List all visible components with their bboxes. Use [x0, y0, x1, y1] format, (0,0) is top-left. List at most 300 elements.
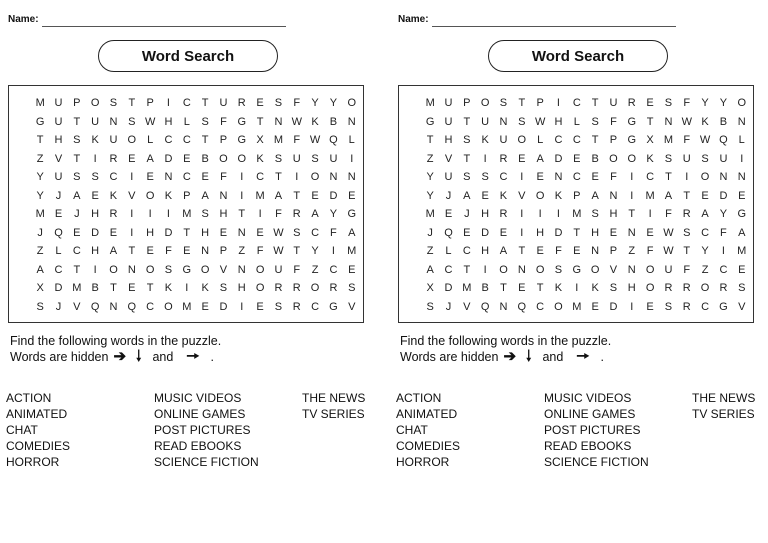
grid-letter: M — [35, 97, 45, 109]
grid-letter: G — [627, 115, 637, 128]
grid-letter: C — [72, 245, 81, 257]
grid-letter: V — [609, 263, 618, 276]
grid-letter: P — [73, 97, 81, 109]
grid-letter: A — [591, 189, 599, 202]
grid-row — [31, 150, 361, 168]
grid-letter: K — [311, 115, 319, 128]
grid-letter: H — [444, 134, 453, 146]
grid-letter: I — [556, 208, 560, 220]
grid-letter: Y — [719, 208, 728, 220]
grid-letter: I — [575, 282, 579, 294]
grid-letter: W — [681, 115, 692, 128]
grid-letter: N — [627, 226, 636, 239]
grid-letter: F — [293, 263, 301, 276]
grid-letter: T — [73, 152, 81, 165]
grid-letter: W — [144, 115, 156, 128]
grid-letter: P — [219, 134, 228, 146]
grid-letter: M — [347, 245, 357, 257]
word-item: MUSIC VIDEOS — [154, 391, 242, 405]
grid-letter: N — [219, 189, 228, 202]
grid-letter: N — [164, 171, 173, 183]
grid-letter: I — [148, 208, 152, 220]
grid-letter: E — [646, 300, 654, 313]
grid-letter: E — [128, 282, 136, 294]
word-item: MUSIC VIDEOS — [544, 391, 632, 405]
grid-row — [421, 261, 751, 279]
grid-letter: T — [146, 282, 154, 294]
grid-letter: T — [500, 282, 507, 294]
grid-letter: R — [292, 300, 301, 313]
grid-letter: O — [127, 134, 137, 146]
instructions-line-2 — [400, 349, 611, 365]
grid-letter: N — [109, 115, 118, 128]
grid-letter: O — [737, 97, 747, 109]
grid-letter: B — [91, 282, 99, 294]
grid-letter: N — [664, 115, 673, 128]
grid-letter: T — [256, 115, 264, 128]
grid-letter: J — [445, 300, 452, 313]
grid-letter: S — [481, 171, 489, 183]
grid-letter: X — [256, 134, 264, 146]
grid-letter: O — [200, 263, 210, 276]
grid-row — [421, 168, 751, 186]
word-item: TV SERIES — [302, 407, 365, 421]
grid-letter: H — [481, 245, 490, 257]
grid-letter: S — [499, 97, 508, 109]
word-item: HORROR — [396, 455, 450, 469]
letter-grid — [8, 85, 364, 323]
word-item: ACTION — [6, 391, 52, 405]
grid-row — [31, 113, 361, 131]
grid-letter: N — [127, 263, 136, 276]
grid-letter: M — [425, 208, 435, 220]
grid-letter: N — [517, 263, 526, 276]
grid-letter: A — [738, 226, 746, 239]
grid-row — [421, 205, 751, 223]
grid-letter: S — [293, 226, 301, 239]
grid-letter: B — [719, 115, 728, 128]
grid-letter: U — [719, 152, 728, 165]
grid-letter: O — [645, 263, 655, 276]
grid-letter: E — [591, 300, 599, 313]
grid-letter: O — [310, 282, 320, 294]
grid-letter: W — [534, 115, 546, 128]
worksheet-title: Word Search — [488, 40, 668, 72]
grid-letter: F — [256, 245, 264, 257]
grid-row — [421, 187, 751, 205]
grid-letter: I — [350, 152, 354, 165]
grid-letter: Z — [36, 245, 44, 257]
grid-letter: F — [293, 97, 301, 109]
grid-letter: M — [35, 208, 45, 220]
grid-row — [31, 242, 361, 260]
grid-row — [31, 205, 361, 223]
word-item: TV SERIES — [692, 407, 755, 421]
grid-letter: I — [538, 208, 542, 220]
grid-letter: V — [738, 300, 746, 313]
grid-letter: I — [166, 208, 170, 220]
grid-letter: U — [609, 97, 618, 109]
grid-letter: F — [330, 226, 337, 239]
grid-letter: G — [737, 208, 747, 220]
grid-letter: I — [520, 208, 524, 220]
grid-letter: P — [609, 245, 618, 257]
grid-letter: D — [481, 226, 490, 239]
word-item: ACTION — [396, 391, 442, 405]
grid-letter: Z — [701, 263, 709, 276]
word-item: POST PICTURES — [544, 423, 641, 437]
grid-letter: P — [183, 189, 191, 202]
arrow-right-icon: ➔ — [503, 348, 517, 365]
grid-letter: T — [293, 189, 301, 202]
grid-letter: O — [517, 134, 527, 146]
grid-letter: N — [499, 115, 508, 128]
grid-letter: S — [591, 115, 599, 128]
grid-letter: A — [701, 208, 709, 220]
grid-letter: V — [444, 152, 453, 165]
grid-letter: O — [627, 152, 637, 165]
grid-letter: S — [348, 282, 356, 294]
grid-letter: S — [128, 115, 136, 128]
grid-letter: O — [310, 171, 320, 183]
grid-letter: M — [645, 189, 655, 202]
grid-letter: O — [480, 97, 490, 109]
grid-letter: E — [518, 152, 526, 165]
grid-letter: S — [554, 263, 563, 276]
grid-letter: R — [719, 282, 728, 294]
grid-letter: H — [219, 208, 228, 220]
grid-letter: F — [683, 97, 691, 109]
grid-letter: T — [463, 152, 471, 165]
grid-letter: C — [54, 263, 63, 276]
grid-letter: N — [609, 189, 618, 202]
grid-letter: C — [182, 97, 191, 109]
grid-letter: F — [220, 171, 227, 183]
arrow-down-icon: 🠓 — [136, 348, 142, 365]
word-item: THE NEWS — [302, 391, 366, 405]
grid-letter: U — [54, 171, 63, 183]
grid-letter: S — [738, 282, 746, 294]
and-label: and — [542, 350, 564, 364]
grid-letter: M — [425, 97, 435, 109]
grid-letter: P — [463, 97, 471, 109]
instructions-line-1: Find the following words in the puzzle. — [10, 334, 222, 348]
grid-letter: J — [55, 189, 62, 202]
grid-letter: E — [109, 226, 118, 239]
grid-letter: D — [444, 282, 453, 294]
grid-row — [31, 187, 361, 205]
letter-grid — [398, 85, 754, 323]
grid-letter: S — [683, 226, 691, 239]
grid-letter: Q — [517, 300, 527, 313]
grid-letter: K — [256, 152, 264, 165]
grid-letter: Y — [311, 245, 319, 257]
grid-letter: C — [701, 226, 710, 239]
grid-letter: R — [682, 300, 691, 313]
grid-letter: U — [444, 115, 453, 128]
grid-letter: A — [426, 263, 434, 276]
grid-letter: C — [572, 171, 581, 183]
grid-letter: H — [201, 226, 210, 239]
grid-letter: S — [164, 263, 173, 276]
grid-letter: T — [683, 189, 691, 202]
grid-letter: M — [72, 282, 82, 294]
grid-letter: E — [573, 245, 581, 257]
grid-letter: S — [274, 300, 283, 313]
grid-letter: J — [464, 208, 470, 220]
grid-letter: N — [347, 171, 356, 183]
grid-letter: T — [683, 245, 691, 257]
grid-letter: C — [311, 300, 320, 313]
grid-letter: F — [720, 226, 727, 239]
grid-row — [31, 261, 361, 279]
grid-letter: Q — [90, 300, 100, 313]
word-item: ANIMATED — [396, 407, 458, 421]
grid-letter: O — [609, 152, 618, 165]
grid-letter: I — [556, 97, 560, 109]
grid-letter: I — [93, 263, 97, 276]
grid-letter: A — [36, 263, 44, 276]
word-item: ONLINE GAMES — [154, 407, 246, 421]
grid-letter: O — [535, 189, 545, 202]
grid-letter: U — [664, 263, 673, 276]
grid-letter: T — [591, 97, 599, 109]
grid-letter: E — [146, 171, 154, 183]
grid-letter: G — [572, 263, 582, 276]
grid-letter: B — [481, 282, 489, 294]
grid-letter: N — [499, 300, 508, 313]
grid-letter: Q — [480, 300, 490, 313]
grid-letter: F — [220, 115, 227, 128]
grid-letter: I — [740, 152, 744, 165]
grid-letter: N — [237, 263, 246, 276]
grid-letter: F — [683, 263, 691, 276]
grid-letter: U — [682, 152, 691, 165]
grid-letter: P — [219, 245, 228, 257]
word-list-col1 — [396, 390, 460, 470]
grid-letter: E — [646, 97, 654, 109]
grid-row — [421, 131, 751, 149]
grid-letter: L — [348, 134, 355, 146]
grid-letter: I — [130, 171, 134, 183]
grid-letter: N — [329, 171, 338, 183]
grid-letter: E — [183, 152, 191, 165]
grid-letter: Z — [426, 245, 434, 257]
grid-letter: A — [499, 245, 508, 257]
grid-letter: Q — [54, 226, 63, 239]
grid-letter: V — [73, 300, 81, 313]
grid-letter: R — [109, 208, 118, 220]
grid-letter: Y — [426, 171, 434, 183]
grid-letter: C — [554, 134, 563, 146]
grid-letter: O — [499, 263, 508, 276]
grid-letter: J — [74, 208, 80, 220]
grid-letter: O — [700, 171, 710, 183]
grid-letter: S — [201, 208, 209, 220]
grid-letter: H — [554, 115, 563, 128]
grid-letter: E — [183, 245, 191, 257]
grid-letter: E — [444, 208, 453, 220]
grid-letter: V — [463, 300, 471, 313]
grid-letter: I — [630, 300, 634, 313]
grid-letter: C — [536, 300, 545, 313]
grid-letter: O — [347, 97, 357, 109]
word-item: READ EBOOKS — [544, 439, 632, 453]
grid-letter: N — [201, 245, 210, 257]
grid-letter: D — [554, 152, 563, 165]
grid-letter: V — [518, 189, 526, 202]
period: . — [210, 350, 214, 364]
grid-letter: J — [55, 300, 62, 313]
grid-letter: O — [255, 282, 265, 294]
grid-letter: T — [426, 134, 434, 146]
grid-letter: D — [554, 226, 563, 239]
grid-letter: S — [463, 134, 471, 146]
grid-letter: G — [425, 115, 435, 128]
grid-letter: X — [36, 282, 44, 294]
grid-letter: O — [590, 263, 600, 276]
grid-letter: T — [238, 208, 246, 220]
grid-letter: T — [73, 115, 81, 128]
grid-letter: M — [182, 208, 192, 220]
grid-letter: Y — [426, 189, 434, 202]
grid-letter: R — [682, 208, 691, 220]
grid-letter: E — [573, 152, 581, 165]
word-item: POST PICTURES — [154, 423, 251, 437]
word-item: CHAT — [396, 423, 428, 437]
grid-row — [421, 113, 751, 131]
grid-letter: A — [201, 189, 209, 202]
grid-letter: F — [610, 115, 617, 128]
grid-letter: D — [54, 282, 63, 294]
grid-letter: P — [536, 97, 544, 109]
word-list-col2 — [544, 390, 649, 470]
grid-letter: B — [201, 152, 209, 165]
grid-letter: E — [256, 97, 264, 109]
grid-letter: A — [109, 245, 118, 257]
grid-letter: N — [591, 245, 600, 257]
grid-letter: I — [630, 189, 634, 202]
grid-letter: H — [237, 282, 246, 294]
grid-letter: H — [627, 282, 636, 294]
grid-letter: D — [91, 226, 100, 239]
grid-letter: O — [237, 152, 247, 165]
word-item: COMEDIES — [6, 439, 71, 453]
grid-letter: U — [54, 115, 63, 128]
grid-letter: O — [109, 263, 118, 276]
grid-letter: G — [182, 263, 192, 276]
grid-letter: I — [648, 208, 652, 220]
grid-letter: E — [73, 226, 81, 239]
grid-letter: T — [73, 263, 81, 276]
grid-letter: O — [219, 152, 228, 165]
grid-letter: E — [463, 226, 471, 239]
grid-letter: I — [483, 263, 487, 276]
grid-letter: W — [663, 245, 674, 257]
grid-letter: H — [91, 208, 100, 220]
arrow-diagonal-icon: 🠖 — [186, 348, 200, 365]
grid-letter: Z — [628, 245, 636, 257]
grid-letter: Q — [329, 134, 338, 146]
grid-letter: J — [427, 226, 433, 239]
grid-letter: C — [182, 134, 191, 146]
grid-letter: S — [36, 300, 44, 313]
grid-letter: N — [627, 263, 636, 276]
word-item: SCIENCE FICTION — [154, 455, 259, 469]
grid-letter: C — [164, 134, 173, 146]
grid-letter: E — [738, 263, 746, 276]
grid-letter: T — [36, 134, 44, 146]
grid-row — [421, 150, 751, 168]
grid-letter: I — [185, 282, 189, 294]
arrow-down-icon: 🠓 — [526, 348, 532, 365]
grid-letter: S — [664, 152, 673, 165]
grid-letter: L — [738, 134, 745, 146]
grid-letter: E — [256, 300, 264, 313]
grid-letter: J — [37, 226, 43, 239]
grid-letter: G — [35, 115, 45, 128]
grid-letter: K — [164, 189, 173, 202]
grid-letter: E — [201, 171, 209, 183]
grid-letter: L — [537, 134, 544, 146]
grid-letter: K — [481, 134, 489, 146]
grid-letter: I — [240, 171, 244, 183]
grid-letter: H — [481, 208, 490, 220]
grid-letter: N — [274, 115, 283, 128]
grid-letter: F — [165, 245, 172, 257]
grid-letter: Y — [329, 208, 338, 220]
grid-letter: K — [554, 189, 563, 202]
grid-letter: D — [164, 226, 173, 239]
grid-letter: C — [182, 171, 191, 183]
grid-row — [421, 242, 751, 260]
grid-letter: Q — [127, 300, 137, 313]
grid-letter: R — [682, 282, 691, 294]
name-line — [432, 26, 676, 27]
grid-letter: E — [738, 189, 746, 202]
grid-letter: P — [609, 134, 618, 146]
grid-letter: Q — [444, 226, 453, 239]
grid-letter: R — [627, 97, 636, 109]
period: . — [600, 350, 604, 364]
grid-letter: U — [499, 134, 508, 146]
grid-letter: G — [329, 300, 338, 313]
grid-letter: C — [311, 226, 320, 239]
grid-letter: F — [555, 245, 562, 257]
grid-letter: M — [572, 208, 582, 220]
grid-letter: W — [663, 226, 674, 239]
grid-letter: O — [535, 263, 545, 276]
grid-letter: T — [201, 134, 209, 146]
grid-letter: N — [737, 115, 746, 128]
grid-letter: M — [255, 189, 265, 202]
grid-letter: H — [536, 226, 545, 239]
grid-letter: N — [737, 171, 746, 183]
grid-row — [421, 298, 751, 316]
grid-letter: C — [256, 171, 265, 183]
grid-letter: R — [109, 152, 118, 165]
grid-letter: I — [721, 245, 725, 257]
grid-letter: C — [109, 171, 118, 183]
grid-letter: O — [700, 282, 710, 294]
grid-letter: S — [609, 282, 618, 294]
grid-letter: T — [201, 97, 209, 109]
grid-letter: H — [164, 115, 173, 128]
worksheet-right — [390, 0, 768, 543]
grid-letter: H — [91, 245, 100, 257]
grid-letter: I — [331, 245, 335, 257]
grid-letter: I — [130, 226, 134, 239]
